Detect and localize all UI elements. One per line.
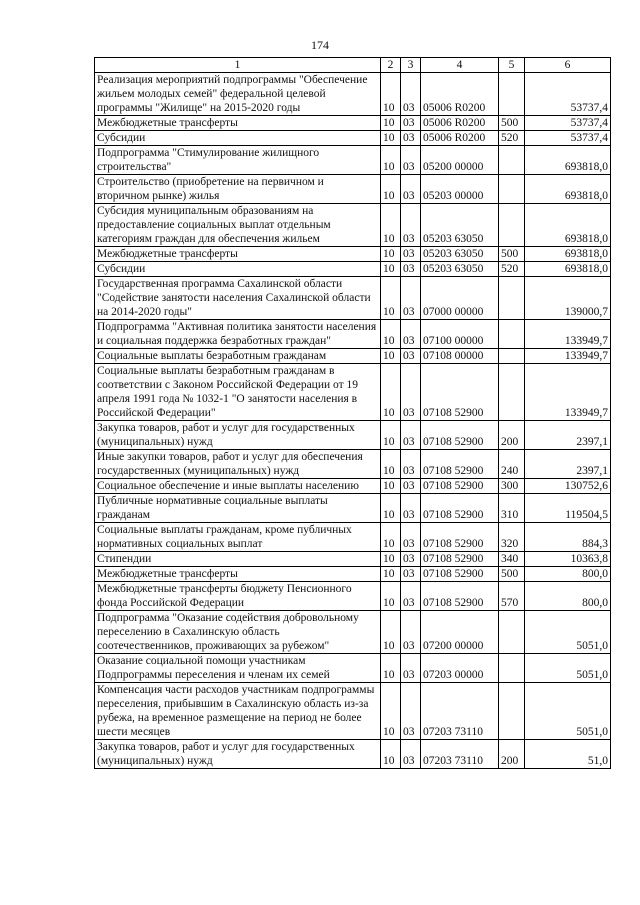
section-code: 10: [381, 494, 401, 523]
section-code: 10: [381, 277, 401, 320]
amount-value: 5051,0: [525, 683, 611, 740]
expense-type-code: 570: [499, 582, 525, 611]
amount-value: 693818,0: [525, 204, 611, 247]
section-code: 10: [381, 175, 401, 204]
amount-value: 130752,6: [525, 479, 611, 494]
subsection-code: 03: [401, 421, 421, 450]
row-description: Иные закупки товаров, работ и услуг для обеспечения государственных (муниципальных) нужд: [95, 450, 381, 479]
row-description: Межбюджетные трансферты: [95, 116, 381, 131]
row-description: Межбюджетные трансферты: [95, 567, 381, 582]
amount-value: 800,0: [525, 567, 611, 582]
amount-value: 51,0: [525, 740, 611, 769]
table-row: [95, 611, 611, 654]
subsection-code: 03: [401, 116, 421, 131]
section-code: 10: [381, 567, 401, 582]
target-article-code: 05006 R0200: [421, 73, 499, 116]
expense-type-code: 500: [499, 247, 525, 262]
section-code: 10: [381, 552, 401, 567]
subsection-code: 03: [401, 131, 421, 146]
page-number: 174: [311, 38, 329, 52]
row-description: Социальные выплаты безработным гражданам в соответствии с Законом Российской Федерации от 19 апреля 1991 года № 1032-1 "О занятости населения в Российской Федерации": [95, 364, 381, 421]
target-article-code: 05203 63050: [421, 247, 499, 262]
table-row: [95, 320, 611, 349]
row-description: Компенсация части расходов участникам подпрограммы переселения, прибывшим в Сахалинскую область из-за рубежа, на временное размещение на период не более шести месяцев: [95, 683, 381, 740]
expense-type-code: [499, 349, 525, 364]
row-description: Социальное обеспечение и иные выплаты населению: [95, 479, 381, 494]
section-code: 10: [381, 740, 401, 769]
table-row: [95, 247, 611, 262]
expense-type-code: [499, 73, 525, 116]
column-header-4: 4: [421, 58, 499, 73]
table-row: [95, 479, 611, 494]
subsection-code: 03: [401, 364, 421, 421]
expense-type-code: [499, 683, 525, 740]
amount-value: 693818,0: [525, 175, 611, 204]
subsection-code: 03: [401, 582, 421, 611]
table-row: [95, 654, 611, 683]
expense-type-code: [499, 654, 525, 683]
expense-type-code: [499, 146, 525, 175]
table-row: [95, 277, 611, 320]
table-row: [95, 175, 611, 204]
expense-type-code: 310: [499, 494, 525, 523]
row-description: Государственная программа Сахалинской области "Содействие занятости населения Сахалинской области на 2014-2020 годы": [95, 277, 381, 320]
subsection-code: 03: [401, 654, 421, 683]
target-article-code: 07108 52900: [421, 421, 499, 450]
subsection-code: 03: [401, 73, 421, 116]
amount-value: 5051,0: [525, 611, 611, 654]
amount-value: 133949,7: [525, 364, 611, 421]
section-code: 10: [381, 450, 401, 479]
subsection-code: 03: [401, 146, 421, 175]
section-code: 10: [381, 146, 401, 175]
subsection-code: 03: [401, 611, 421, 654]
row-description: Межбюджетные трансферты: [95, 247, 381, 262]
section-code: 10: [381, 204, 401, 247]
expense-type-code: 300: [499, 479, 525, 494]
target-article-code: 07000 00000: [421, 277, 499, 320]
expense-type-code: 500: [499, 567, 525, 582]
row-description: Подпрограмма "Активная политика занятости населения и социальная поддержка безработных граждан": [95, 320, 381, 349]
expense-type-code: 320: [499, 523, 525, 552]
table-row: [95, 582, 611, 611]
table-row: [95, 73, 611, 116]
table-row: [95, 683, 611, 740]
column-header-2: 2: [381, 58, 401, 73]
table-row: [95, 421, 611, 450]
table-row: [95, 364, 611, 421]
target-article-code: 05203 63050: [421, 262, 499, 277]
amount-value: 693818,0: [525, 146, 611, 175]
row-description: Реализация мероприятий подпрограммы "Обеспечение жильем молодых семей" федеральной целевой программы "Жилище" на 2015-2020 годы: [95, 73, 381, 116]
column-header-5: 5: [499, 58, 525, 73]
row-description: Закупка товаров, работ и услуг для государственных (муниципальных) нужд: [95, 740, 381, 769]
target-article-code: 07203 73110: [421, 683, 499, 740]
target-article-code: 07108 52900: [421, 582, 499, 611]
subsection-code: 03: [401, 552, 421, 567]
expense-type-code: 240: [499, 450, 525, 479]
subsection-code: 03: [401, 523, 421, 552]
expense-type-code: [499, 611, 525, 654]
target-article-code: 05006 R0200: [421, 131, 499, 146]
amount-value: 10363,8: [525, 552, 611, 567]
row-description: Строительство (приобретение на первичном и вторичном рынке) жилья: [95, 175, 381, 204]
table-row: [95, 552, 611, 567]
target-article-code: 05203 00000: [421, 175, 499, 204]
expense-type-code: [499, 277, 525, 320]
subsection-code: 03: [401, 349, 421, 364]
table-row: [95, 204, 611, 247]
target-article-code: 07108 52900: [421, 567, 499, 582]
section-code: 10: [381, 349, 401, 364]
amount-value: 693818,0: [525, 262, 611, 277]
expense-type-code: [499, 364, 525, 421]
subsection-code: 03: [401, 683, 421, 740]
target-article-code: 07203 73110: [421, 740, 499, 769]
target-article-code: 07108 52900: [421, 479, 499, 494]
target-article-code: 05203 63050: [421, 204, 499, 247]
table-header-row: [95, 58, 611, 73]
expense-type-code: [499, 204, 525, 247]
expense-type-code: 200: [499, 421, 525, 450]
row-description: Закупка товаров, работ и услуг для государственных (муниципальных) нужд: [95, 421, 381, 450]
target-article-code: 07108 00000: [421, 349, 499, 364]
expense-type-code: 520: [499, 131, 525, 146]
amount-value: 53737,4: [525, 73, 611, 116]
row-description: Оказание социальной помощи участникам Подпрограммы переселения и членам их семей: [95, 654, 381, 683]
section-code: 10: [381, 654, 401, 683]
row-description: Субсидии: [95, 131, 381, 146]
amount-value: 5051,0: [525, 654, 611, 683]
expense-type-code: 500: [499, 116, 525, 131]
table-row: [95, 146, 611, 175]
amount-value: 2397,1: [525, 421, 611, 450]
amount-value: 800,0: [525, 582, 611, 611]
subsection-code: 03: [401, 567, 421, 582]
section-code: 10: [381, 320, 401, 349]
table-row: [95, 567, 611, 582]
section-code: 10: [381, 479, 401, 494]
table-row: [95, 131, 611, 146]
subsection-code: 03: [401, 494, 421, 523]
amount-value: 884,3: [525, 523, 611, 552]
target-article-code: 07108 52900: [421, 450, 499, 479]
expense-type-code: 200: [499, 740, 525, 769]
section-code: 10: [381, 683, 401, 740]
section-code: 10: [381, 611, 401, 654]
row-description: Субсидия муниципальным образованиям на предоставление социальных выплат отдельным категориям граждан для обеспечения жильем: [95, 204, 381, 247]
section-code: 10: [381, 582, 401, 611]
amount-value: 139000,7: [525, 277, 611, 320]
target-article-code: 05006 R0200: [421, 116, 499, 131]
amount-value: 693818,0: [525, 247, 611, 262]
row-description: Социальные выплаты гражданам, кроме публичных нормативных социальных выплат: [95, 523, 381, 552]
amount-value: 2397,1: [525, 450, 611, 479]
amount-value: 53737,4: [525, 116, 611, 131]
expense-type-code: [499, 175, 525, 204]
row-description: Публичные нормативные социальные выплаты гражданам: [95, 494, 381, 523]
subsection-code: 03: [401, 175, 421, 204]
table-row: [95, 494, 611, 523]
amount-value: 53737,4: [525, 131, 611, 146]
target-article-code: 07203 00000: [421, 654, 499, 683]
target-article-code: 07200 00000: [421, 611, 499, 654]
section-code: 10: [381, 262, 401, 277]
subsection-code: 03: [401, 262, 421, 277]
row-description: Подпрограмма "Стимулирование жилищного строительства": [95, 146, 381, 175]
amount-value: 133949,7: [525, 320, 611, 349]
target-article-code: 07108 52900: [421, 494, 499, 523]
target-article-code: 07100 00000: [421, 320, 499, 349]
target-article-code: 05200 00000: [421, 146, 499, 175]
section-code: 10: [381, 523, 401, 552]
amount-value: 133949,7: [525, 349, 611, 364]
table-row: [95, 349, 611, 364]
table-row: [95, 450, 611, 479]
table-row: [95, 262, 611, 277]
subsection-code: 03: [401, 320, 421, 349]
subsection-code: 03: [401, 479, 421, 494]
row-description: Межбюджетные трансферты бюджету Пенсионного фонда Российской Федерации: [95, 582, 381, 611]
table-row: [95, 740, 611, 769]
expense-type-code: [499, 320, 525, 349]
target-article-code: 07108 52900: [421, 364, 499, 421]
expense-type-code: 520: [499, 262, 525, 277]
budget-table: [94, 57, 611, 769]
expense-type-code: 340: [499, 552, 525, 567]
section-code: 10: [381, 247, 401, 262]
subsection-code: 03: [401, 740, 421, 769]
row-description: Подпрограмма "Оказание содействия добровольному переселению в Сахалинскую область соотечественников, проживающих за рубежом": [95, 611, 381, 654]
column-header-1: 1: [95, 58, 381, 73]
subsection-code: 03: [401, 204, 421, 247]
subsection-code: 03: [401, 450, 421, 479]
section-code: 10: [381, 73, 401, 116]
section-code: 10: [381, 364, 401, 421]
column-header-6: 6: [525, 58, 611, 73]
section-code: 10: [381, 421, 401, 450]
table-row: [95, 523, 611, 552]
row-description: Субсидии: [95, 262, 381, 277]
target-article-code: 07108 52900: [421, 523, 499, 552]
amount-value: 119504,5: [525, 494, 611, 523]
section-code: 10: [381, 131, 401, 146]
section-code: 10: [381, 116, 401, 131]
target-article-code: 07108 52900: [421, 552, 499, 567]
row-description: Стипендии: [95, 552, 381, 567]
column-header-3: 3: [401, 58, 421, 73]
subsection-code: 03: [401, 247, 421, 262]
row-description: Социальные выплаты безработным гражданам: [95, 349, 381, 364]
subsection-code: 03: [401, 277, 421, 320]
table-row: [95, 116, 611, 131]
